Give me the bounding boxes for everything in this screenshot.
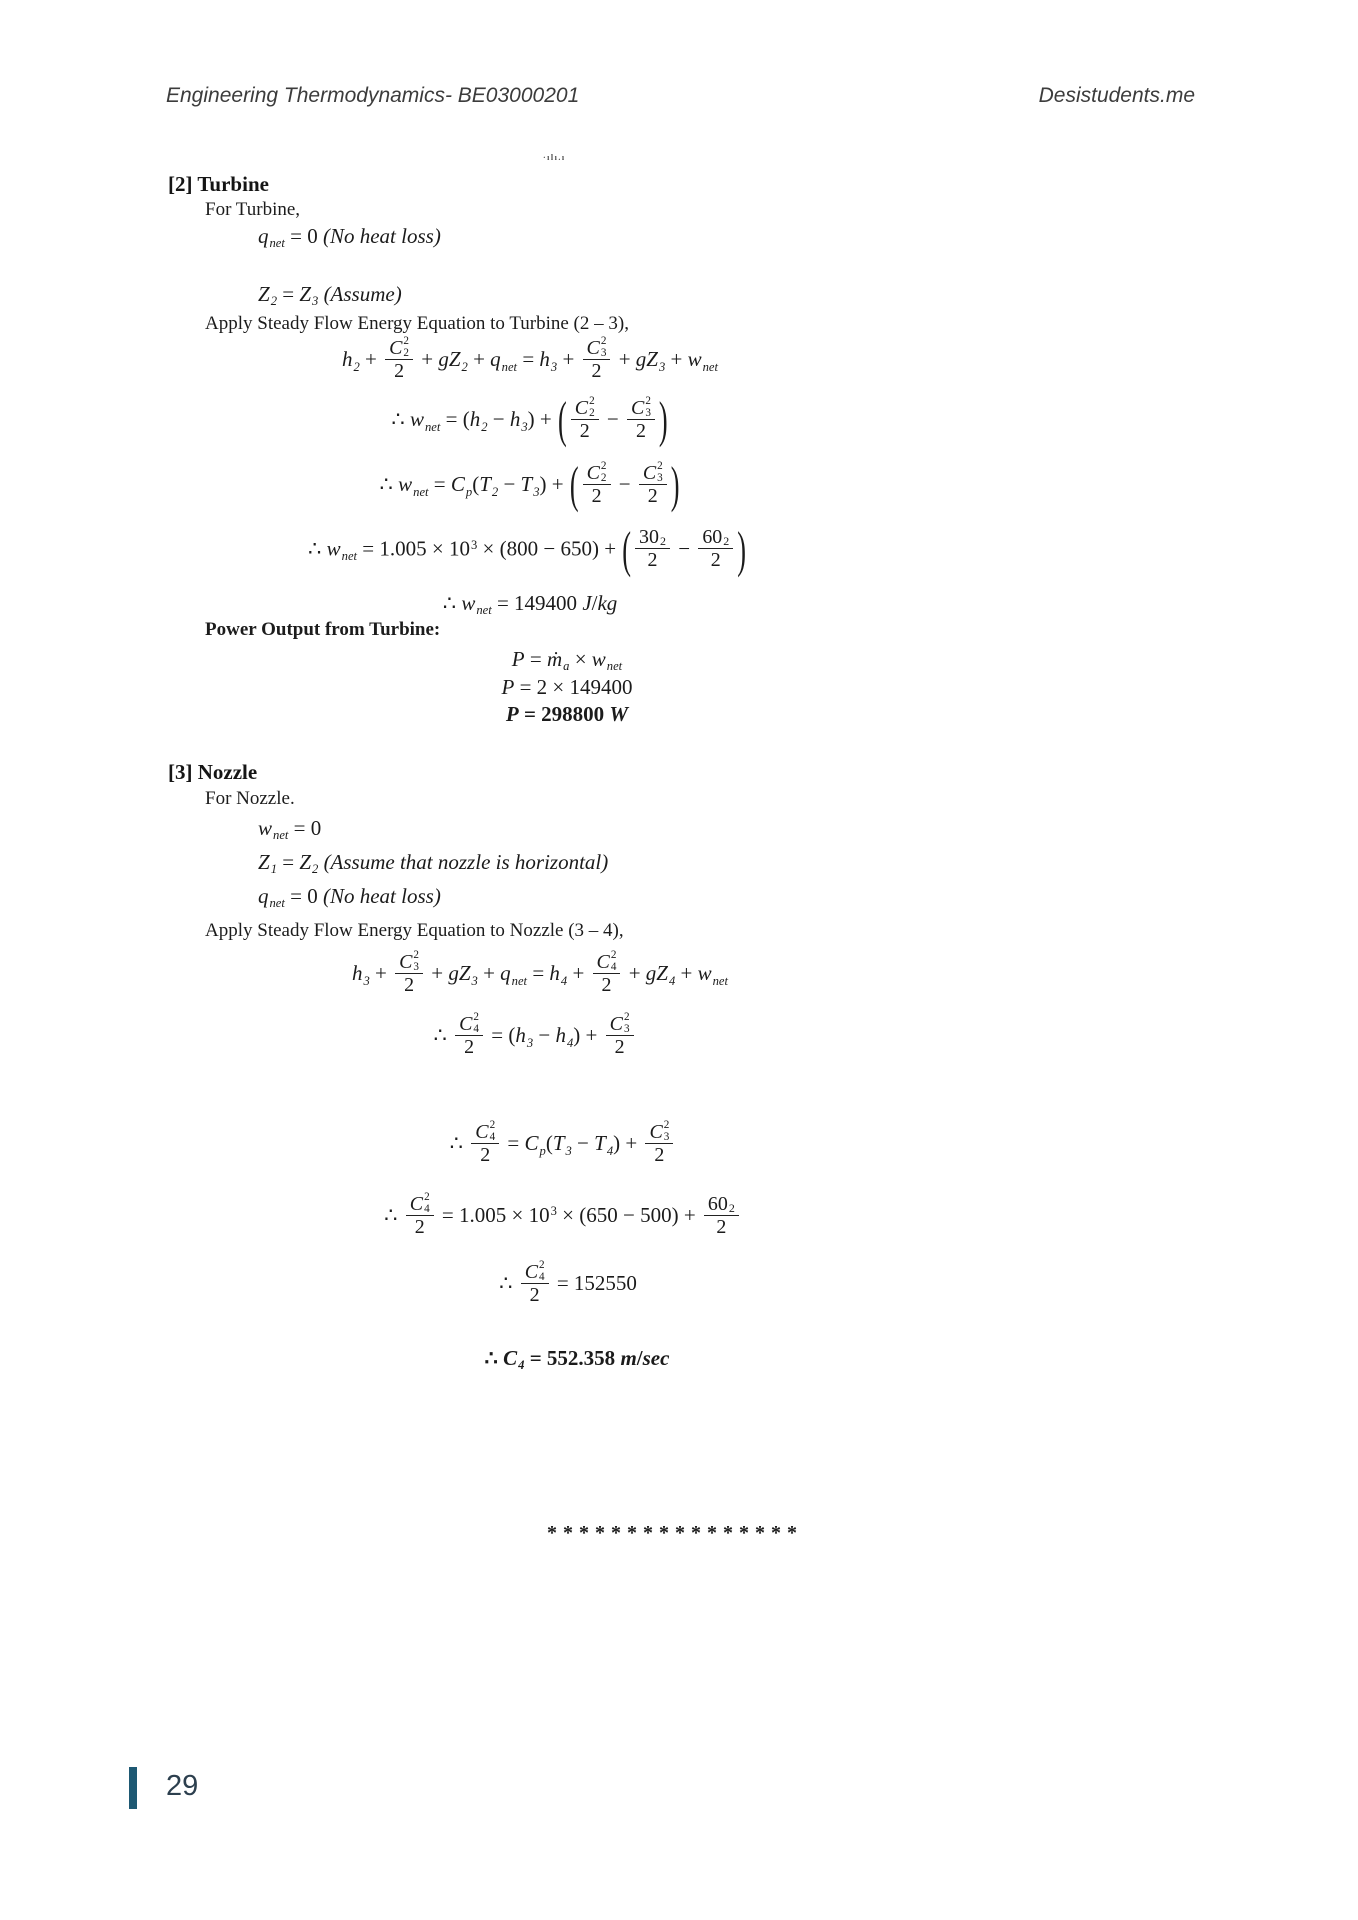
equation-power-2: P = 2 × 149400 <box>501 675 633 699</box>
header-site-name: Desistudents.me <box>1038 84 1195 107</box>
equation-nozzle-c4-2: ∴ C 2 4 2 = $C_p(T_3 - T_4)$ + C 2 3 2 <box>0 1122 1126 1169</box>
equation-nozzle-sfee: $h_3$ + C 2 3 2 + $gZ_3 + q_{net} = h_4$ + C 2 4 2 + $gZ_4 + w_{net}$ <box>351 949 729 997</box>
equation-nozzle-velocity-result: ∴ $C_4 = 552.358$ m/sec <box>484 1346 670 1373</box>
turbine-intro: For Turbine, <box>205 199 301 220</box>
equation-nozzle-c4-result: ∴ C 2 4 2 = 152550 <box>499 1259 637 1307</box>
equation-turbine-wnet-result: ∴ $w_{net} = 149400$ J/kg <box>442 591 618 618</box>
equation-power-1: P = ṁ$_a$ × $w_{net}$ <box>511 647 623 674</box>
equation-turbine-wnet-1: ∴ $w_{net} = (h_2 - h_3)$ + ( C 2 2 2 − C 2 3 2 ) <box>391 392 668 449</box>
equation-nozzle-z: $Z_1 = Z_2$ (Assume that nozzle is horizontal) <box>258 850 609 877</box>
scan-artifact: ·ılı.ı <box>543 153 566 162</box>
nozzle-intro: For Nozzle. <box>205 788 295 809</box>
equation-turbine-wnet-2: ∴ $w_{net} = C_p(T_2 - T_3)$ + ( C 2 2 2 − C 2 3 2 ) <box>379 457 680 514</box>
equation-turbine-wnet-3: ∴ $w_{net} = 1.005 \times 10^3 \times (800 - 650)$ + ( 30 2 2 − 60 2 2 ) <box>308 521 746 579</box>
equation-nozzle-wnet: $w_{net} = 0$ <box>258 816 322 843</box>
equation-nozzle-c4-3: ∴ C 2 4 2 = $1.005 \times 10^3 \times (650 - 500)$ + 60 2 2 <box>0 1194 1126 1241</box>
header-course-title: Engineering Thermodynamics- BE03000201 <box>166 84 580 107</box>
equation-turbine-qnet: $q_{net} = 0$ (No heat loss) <box>258 224 441 251</box>
equation-turbine-sfee: $h_2$ + C 2 2 2 + $gZ_2 + q_{net} = h_3$ + C 2 3 2 + $gZ_3 + w_{net}$ <box>341 335 719 383</box>
section-heading-turbine: [2] Turbine <box>168 172 269 196</box>
nozzle-apply-sfee: Apply Steady Flow Energy Equation to Nozzle (3 – 4), <box>205 920 624 941</box>
equation-power-result: P = 298800 W <box>505 702 629 726</box>
equation-nozzle-c4-1: ∴ C 2 4 2 = $(h_3 - h_4)$ + C 2 3 2 <box>0 1014 1070 1061</box>
equation-nozzle-qnet: $q_{net} = 0$ (No heat loss) <box>258 884 441 911</box>
page-accent-bar <box>129 1767 137 1809</box>
section-heading-nozzle: [3] Nozzle <box>168 760 258 784</box>
turbine-apply-sfee: Apply Steady Flow Energy Equation to Turbine (2 – 3), <box>205 313 629 334</box>
page-number: 29 <box>166 1770 199 1802</box>
equation-turbine-z: $Z_2 = Z_3$ (Assume) <box>258 282 402 309</box>
section-separator: **************** <box>547 1522 803 1544</box>
turbine-power-heading: Power Output from Turbine: <box>205 619 441 640</box>
